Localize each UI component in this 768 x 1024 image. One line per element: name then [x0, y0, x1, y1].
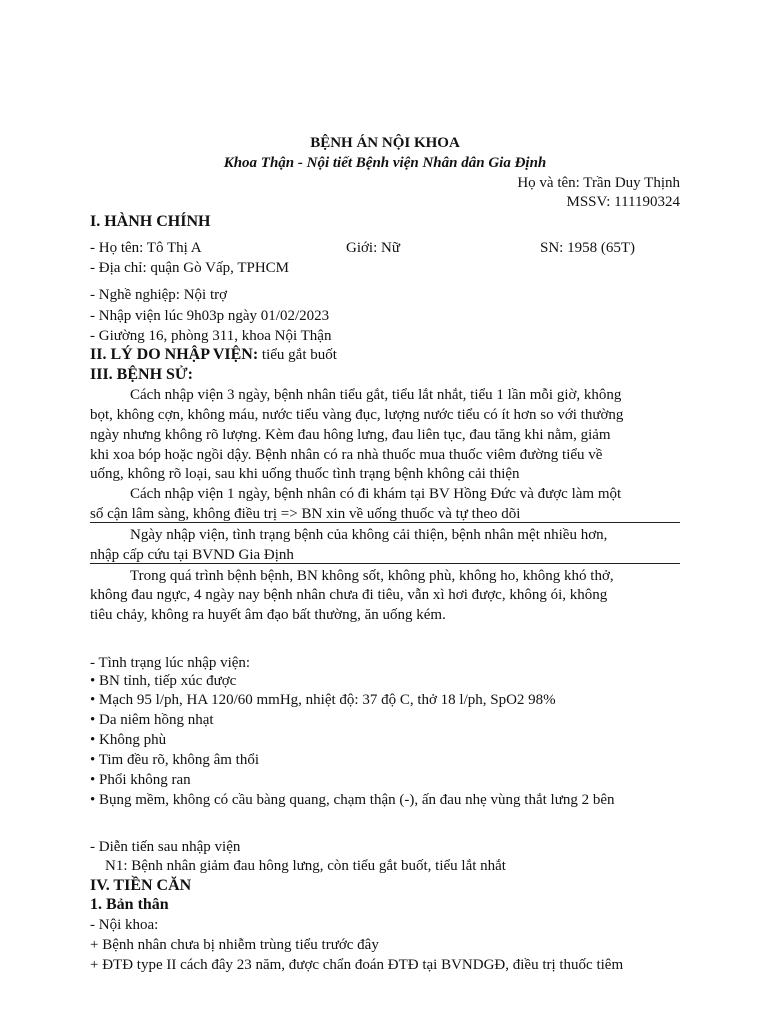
past-item: + Bệnh nhân chưa bị nhiễm trùng tiểu trước đây — [90, 937, 379, 953]
patient-info-row — [90, 239, 680, 257]
history-p3-line: nhập cấp cứu tại BVND Gia Định — [90, 547, 294, 563]
history-p1-line: uống, không rõ loại, sau khi uống thuốc tình trạng bệnh không cải thiện — [90, 466, 520, 482]
document-title: BỆNH ÁN NỘI KHOA — [310, 135, 460, 151]
section-past-heading: IV. TIỀN CĂN — [90, 877, 192, 894]
divider-line — [90, 522, 680, 523]
history-p1-line: Cách nhập viện 3 ngày, bệnh nhân tiểu gắt, tiểu lắt nhắt, tiểu 1 lần mỗi giờ, không — [130, 387, 622, 403]
past-personal-heading: 1. Bản thân — [90, 896, 169, 913]
patient-job: - Nghề nghiệp: Nội trợ — [90, 287, 228, 303]
patient-gender: Giới: Nữ — [346, 240, 400, 256]
history-p1-line: bọt, không cợn, không máu, nước tiểu vàng đục, lượng nước tiểu có ít hơn so với thường — [90, 407, 624, 423]
history-p4-line: tiêu chảy, không ra huyết âm đạo bất thường, ăn uống kém. — [90, 607, 446, 623]
past-item: + ĐTĐ type II cách đây 23 năm, được chẩn đoán ĐTĐ tại BVNDGĐ, điều trị thuốc tiêm — [90, 957, 624, 973]
section-admin-heading: I. HÀNH CHÍNH — [90, 213, 211, 230]
reason-text: tiểu gắt buốt — [258, 347, 337, 363]
history-p2-line: Cách nhập viện 1 ngày, bệnh nhân có đi khám tại BV Hồng Đức và được làm một — [130, 486, 622, 502]
bed-info: - Giường 16, phòng 311, khoa Nội Thận — [90, 328, 332, 344]
document-subtitle: Khoa Thận - Nội tiết Bệnh viện Nhân dân Gia Định — [223, 155, 547, 171]
history-p4-line: Trong quá trình bệnh bệnh, BN không sốt, không phù, không ho, không khó thở, — [130, 568, 614, 584]
past-internal-label: - Nội khoa: — [90, 917, 159, 933]
divider-line — [90, 563, 680, 564]
reason-row — [90, 346, 337, 364]
patient-address: - Địa chỉ: quận Gò Vấp, TPHCM — [90, 260, 290, 276]
section-reason-heading: II. LÝ DO NHẬP VIỆN: — [90, 346, 259, 363]
history-p1-line: ngày nhưng không rõ lượng. Kèm đau hông lưng, đau liên tục, đau tăng khi nằm, giảm — [90, 427, 611, 443]
status-item: • Không phù — [90, 732, 167, 748]
status-item: • Bụng mềm, không có cầu bàng quang, chạm thận (-), ấn đau nhẹ vùng thắt lưng 2 bên — [90, 792, 615, 808]
history-p2-line: số cận lâm sàng, không điều trị => BN xin về uống thuốc và tự theo dõi — [90, 506, 521, 522]
status-item: • BN tỉnh, tiếp xúc được — [90, 673, 237, 689]
status-item: • Da niêm hồng nhạt — [90, 712, 214, 728]
status-item: • Phổi không ran — [90, 772, 191, 788]
progress-day1: N1: Bệnh nhân giảm đau hông lưng, còn tiểu gắt buốt, tiểu lắt nhắt — [105, 858, 506, 874]
student-id: MSSV: 111190324 — [566, 194, 680, 210]
status-item: • Tim đều rõ, không âm thổi — [90, 752, 260, 768]
progress-heading: - Diễn tiến sau nhập viện — [90, 839, 241, 855]
status-heading: - Tình trạng lúc nhập viện: — [90, 655, 251, 671]
patient-birth: SN: 1958 (65T) — [540, 240, 635, 256]
patient-name: - Họ tên: Tô Thị A — [90, 240, 202, 256]
history-p1-line: khi xoa bóp hoặc ngồi dậy. Bệnh nhân có ra nhà thuốc mua thuốc viêm đường tiểu về — [90, 447, 603, 463]
section-history-heading: III. BỆNH SỬ: — [90, 366, 193, 383]
author-name: Họ và tên: Trần Duy Thịnh — [517, 175, 680, 191]
history-p3-line: Ngày nhập viện, tình trạng bệnh của không cải thiện, bệnh nhân mệt nhiều hơn, — [130, 527, 608, 543]
status-item: • Mạch 95 l/ph, HA 120/60 mmHg, nhiệt độ: 37 độ C, thở 18 l/ph, SpO2 98% — [90, 692, 556, 708]
history-p4-line: không đau ngực, 4 ngày nay bệnh nhân chưa đi tiêu, vẫn xì hơi được, không ói, không — [90, 587, 608, 603]
admission-time: - Nhập viện lúc 9h03p ngày 01/02/2023 — [90, 308, 330, 324]
